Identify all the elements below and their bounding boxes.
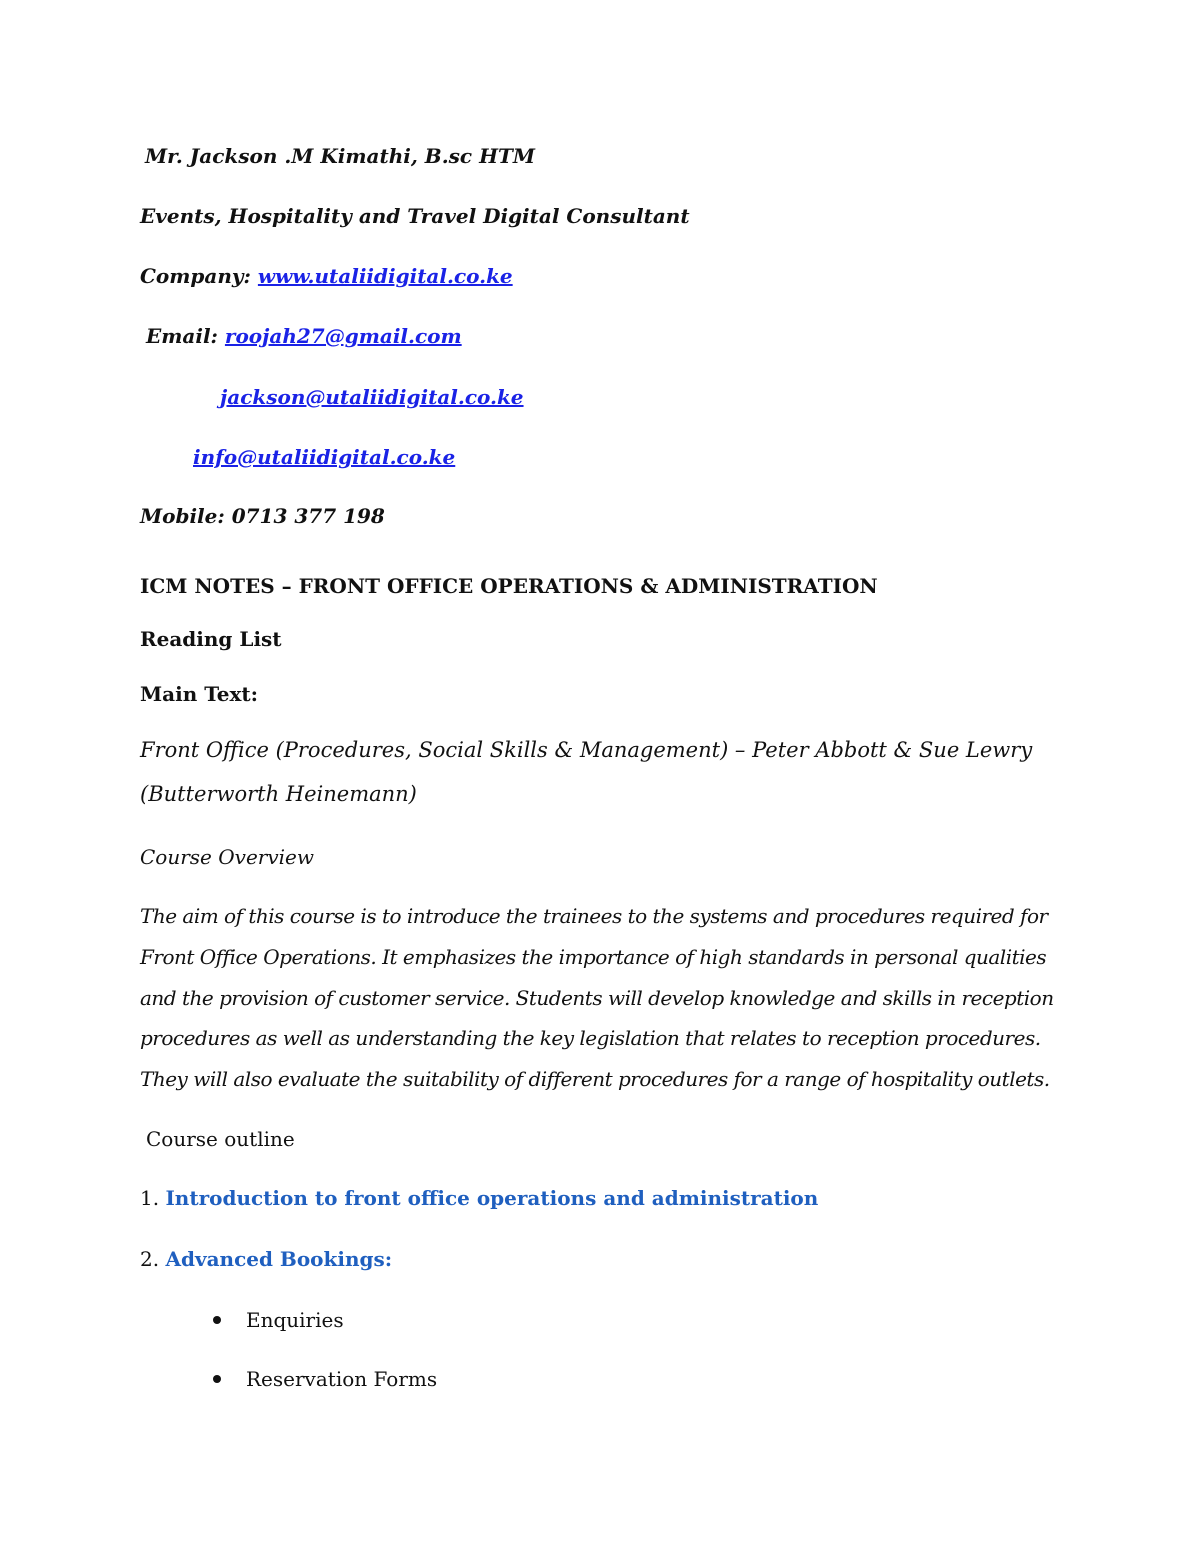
outline-title: Advanced Bookings: bbox=[165, 1247, 393, 1271]
company-line bbox=[140, 264, 513, 288]
bullet-item-enquiries: Enquiries bbox=[246, 1308, 344, 1332]
email-line-2 bbox=[220, 385, 524, 409]
email-link-personal[interactable]: roojah27@gmail.com bbox=[224, 324, 462, 348]
email-link-jackson[interactable]: jackson@utaliidigital.co.ke bbox=[220, 385, 524, 409]
bullet-item-reservation-forms: Reservation Forms bbox=[246, 1367, 438, 1391]
contact-name: Mr. Jackson .M Kimathi, B.sc HTM bbox=[145, 144, 535, 168]
course-overview-label: Course Overview bbox=[140, 845, 314, 869]
overview-line: and the provision of customer service. Students will develop knowledge and skills in reception bbox=[140, 986, 1054, 1010]
outline-number: 1. bbox=[140, 1186, 160, 1210]
company-label: Company: bbox=[140, 264, 251, 288]
main-text-label: Main Text: bbox=[140, 682, 259, 706]
email-line bbox=[146, 324, 462, 348]
company-link[interactable]: www.utaliidigital.co.ke bbox=[257, 264, 513, 288]
course-outline-label: Course outline bbox=[146, 1127, 295, 1151]
overview-line: They will also evaluate the suitability of different procedures for a range of hospitality outlets. bbox=[140, 1067, 1050, 1091]
email-label: Email: bbox=[146, 324, 218, 348]
outline-title: Introduction to front office operations and administration bbox=[165, 1186, 819, 1210]
bullet-icon bbox=[213, 1375, 221, 1383]
main-text-line-2: (Butterworth Heinemann) bbox=[140, 782, 417, 806]
overview-line: procedures as well as understanding the key legislation that relates to reception procedures. bbox=[140, 1026, 1041, 1050]
bullet-icon bbox=[213, 1316, 221, 1324]
outline-item-2 bbox=[140, 1247, 392, 1271]
overview-line: The aim of this course is to introduce the trainees to the systems and procedures required for bbox=[140, 904, 1048, 928]
email-link-info[interactable]: info@utaliidigital.co.ke bbox=[193, 445, 456, 469]
outline-number: 2. bbox=[140, 1247, 160, 1271]
document-heading: ICM NOTES – FRONT OFFICE OPERATIONS & ADMINISTRATION bbox=[140, 574, 878, 598]
outline-item-1 bbox=[140, 1186, 818, 1210]
overview-line: Front Office Operations. It emphasizes the importance of high standards in personal qualities bbox=[140, 945, 1047, 969]
contact-title: Events, Hospitality and Travel Digital Consultant bbox=[140, 204, 690, 228]
contact-mobile: Mobile: 0713 377 198 bbox=[140, 504, 385, 528]
reading-list-label: Reading List bbox=[140, 627, 282, 651]
email-line-3 bbox=[193, 445, 455, 469]
main-text-line-1: Front Office (Procedures, Social Skills & Management) – Peter Abbott & Sue Lewry bbox=[140, 738, 1033, 762]
